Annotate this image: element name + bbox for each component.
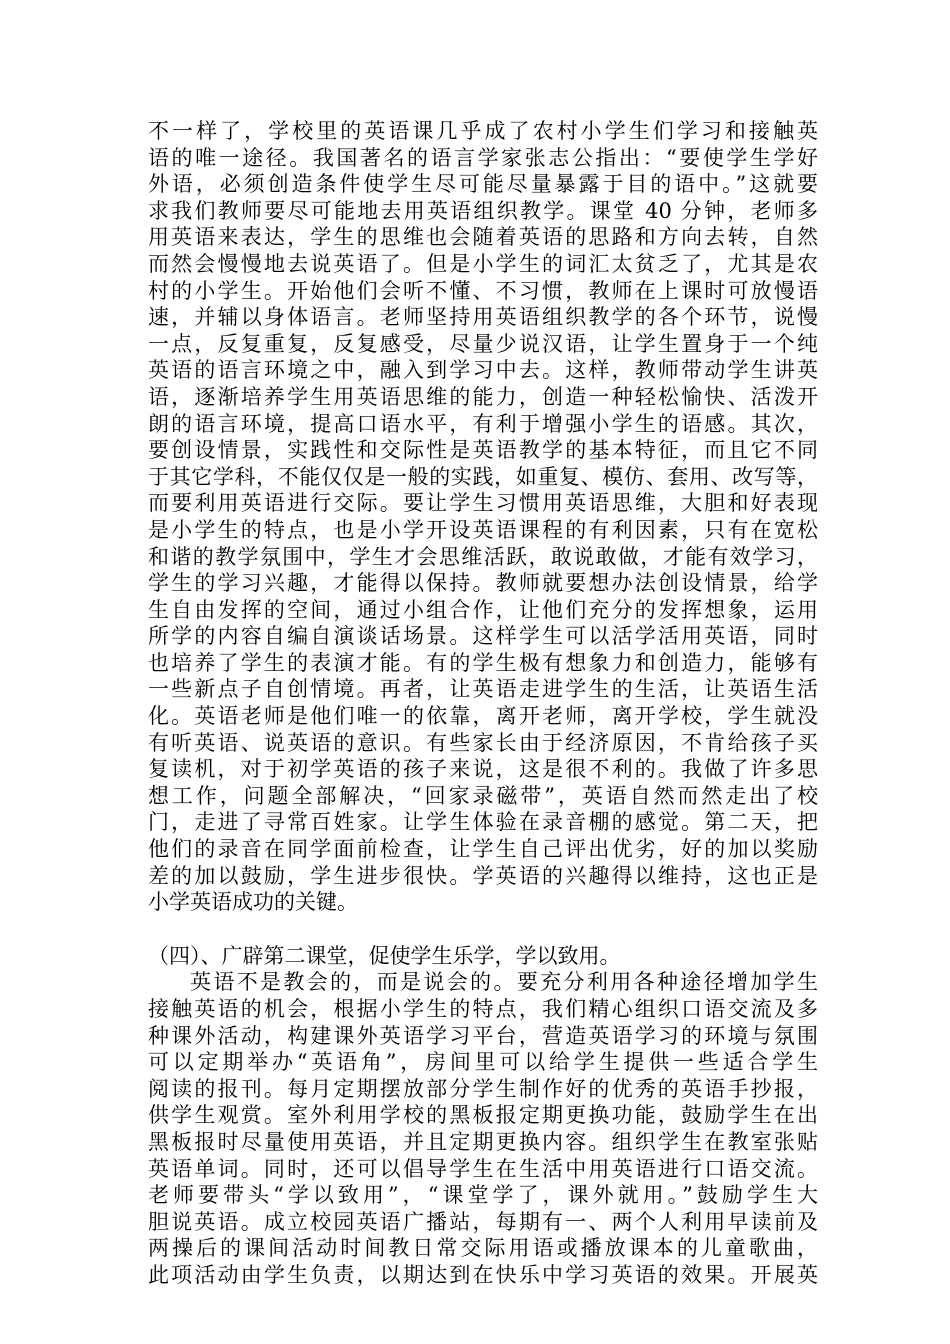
text-line: 有听英语、说英语的意识。有些家长由于经济原因，不肯给孩子买 xyxy=(148,730,818,755)
text-line: 村的小学生。开始他们会听不懂、不习惯，教师在上课时可放慢语 xyxy=(148,278,818,303)
text-line: 不一样了，学校里的英语课几乎成了农村小学生们学习和接触英 xyxy=(148,119,818,143)
text-line: 老师要带头“学以致用”，“课堂学了，课外就用。”鼓励学生大 xyxy=(148,1183,818,1208)
text-line: 阅读的报刊。每月定期摆放部分学生制作好的优秀的英语手抄报， xyxy=(148,1076,818,1101)
text-line: 学生的学习兴趣，才能得以保持。教师就要想办法创设情景，给学 xyxy=(148,571,818,596)
text-line: 一点，反复重复，反复感受，尽量少说汉语，让学生置身于一个纯 xyxy=(148,331,818,356)
text-line: 想工作，问题全部解决，“回家录磁带”，英语自然而然走出了校 xyxy=(148,783,818,808)
text-line: 语，逐渐培养学生用英语思维的能力，创造一种轻松愉快、活泼开 xyxy=(148,384,818,409)
text-line: 两操后的课间活动时间教日常交际用语或播放课本的儿童歌曲， xyxy=(148,1236,818,1261)
text-line: 和谐的教学氛围中，学生才会思维活跃，敢说敢做，才能有效学习， xyxy=(148,544,818,569)
text-line: 也培养了学生的表演才能。有的学生极有想象力和创造力，能够有 xyxy=(148,650,818,675)
section-heading: （四）、广辟第二课堂，促使学生乐学，学以致用。 xyxy=(148,943,621,968)
text-line: 英语的语言环境之中，融入到学习中去。这样，教师带动学生讲英 xyxy=(148,358,818,383)
text-line: 所学的内容自编自演谈话场景。这样学生可以活学活用英语，同时 xyxy=(148,624,818,649)
text-line: 朗的语言环境，提高口语水平，有利于增强小学生的语感。其次， xyxy=(148,411,818,436)
text-line: 语的唯一途径。我国著名的语言学家张志公指出：“要使学生学好 xyxy=(148,145,818,170)
text-line: 接触英语的机会，根据小学生的特点，我们精心组织口语交流及多 xyxy=(148,997,818,1021)
text-line: 种课外活动，构建课外英语学习平台，营造英语学习的环境与氛围 xyxy=(148,1023,818,1048)
text-line: 差的加以鼓励，学生进步很快。学英语的兴趣得以维持，这也正是 xyxy=(148,863,818,888)
text-line: 而要利用英语进行交际。要让学生习惯用英语思维，大胆和好表现 xyxy=(148,491,818,516)
text-line: 英语单词。同时，还可以倡导学生在生活中用英语进行口语交流。 xyxy=(148,1156,818,1181)
text-line: 供学生观赏。室外利用学校的黑板报定期更换功能，鼓励学生在出 xyxy=(148,1103,818,1128)
paragraph-1 xyxy=(148,118,818,916)
text-line: 求我们教师要尽可能地去用英语组织教学。课堂 40 分钟，老师多 xyxy=(148,198,818,223)
text-line: 他们的录音在同学面前检查，让学生自己评出优劣，好的加以奖励 xyxy=(148,837,818,862)
paragraph-gap xyxy=(148,916,818,943)
text-line: 生自由发挥的空间，通过小组合作，让他们充分的发挥想象，运用 xyxy=(148,597,818,622)
text-line: 门，走进了寻常百姓家。让学生体验在录音棚的感觉。第二天，把 xyxy=(148,810,818,835)
text-line: 是小学生的特点，也是小学开设英语课程的有利因素，只有在宽松 xyxy=(148,517,818,542)
text-line: 英语不是教会的，而是说会的。要充分利用各种途径增加学生 xyxy=(190,970,818,995)
text-line: 用英语来表达，学生的思维也会随着英语的思路和方向去转，自然 xyxy=(148,225,818,250)
text-line: 复读机，对于初学英语的孩子来说，这是很不利的。我做了许多思 xyxy=(148,757,818,782)
text-line: 外语，必须创造条件使学生尽可能尽量暴露于目的语中。”这就要 xyxy=(148,172,818,197)
text-line: 此项活动由学生负责，以期达到在快乐中学习英语的效果。开展英 xyxy=(148,1262,818,1287)
text-line: 而然会慢慢地去说英语了。但是小学生的词汇太贫乏了，尤其是农 xyxy=(148,251,818,276)
text-line: 速，并辅以身体语言。老师坚持用英语组织教学的各个环节，说慢 xyxy=(148,305,818,330)
text-line: 要创设情景，实践性和交际性是英语教学的基本特征，而且它不同 xyxy=(148,438,818,463)
text-line: 于其它学科，不能仅仅是一般的实践，如重复、模仿、套用、改写等， xyxy=(148,464,818,489)
text-line: 胆说英语。成立校园英语广播站，每期有一、两个人利用早读前及 xyxy=(148,1209,818,1234)
text-line: 化。英语老师是他们唯一的依靠，离开老师，离开学校，学生就没 xyxy=(148,704,818,729)
document-body xyxy=(148,118,818,1289)
text-line: 一些新点子自创情境。再者，让英语走进学生的生活，让英语生活 xyxy=(148,677,818,702)
text-line: 小学英语成功的关键。 xyxy=(148,890,358,915)
paragraph-2 xyxy=(148,969,818,1288)
text-line: 黑板报时尽量使用英语，并且定期更换内容。组织学生在教室张贴 xyxy=(148,1129,818,1154)
text-line: 可以定期举办“英语角”，房间里可以给学生提供一些适合学生 xyxy=(148,1050,818,1075)
